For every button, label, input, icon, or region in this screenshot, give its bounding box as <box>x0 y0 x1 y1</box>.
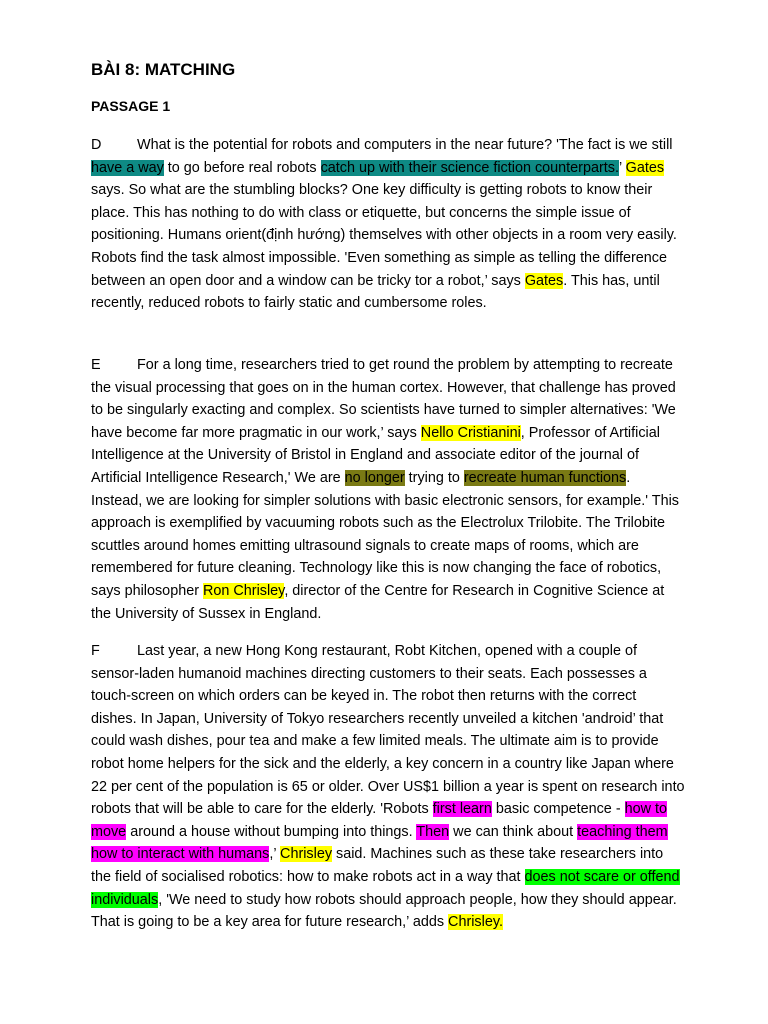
paragraph-f <box>91 640 685 934</box>
paragraph-letter: E <box>91 357 101 373</box>
highlighted-text-yellow: Chrisley <box>280 846 333 863</box>
paragraph-text: . This has, until recently, reduced robots to fairly static and cumbersome roles. <box>91 272 660 312</box>
paragraph-body <box>91 137 677 311</box>
highlighted-text-magenta: how to move <box>91 801 668 840</box>
paragraph-text: ,’ <box>269 846 281 863</box>
paragraph-body <box>91 643 685 930</box>
paragraph-d <box>91 134 685 315</box>
highlighted-text-yellow: Gates <box>625 159 665 176</box>
paragraph-text: . Instead, we are looking for simpler solutions with basic electronic sensors, for example.' This approach is exemplified by vacuuming robots such as the Electrolux Trilobite. The Trilobite scuttles around homes emitting ultrasound signals to create maps of rooms, which are remembered for future cleaning. Technology like this is now changing the face of robotics, says philosopher <box>91 469 679 599</box>
highlighted-text-yellow: Nello Cristianini <box>420 424 521 441</box>
paragraph-text: trying to <box>404 469 464 486</box>
paragraph-text: , 'We need to study how robots should approach people, how they should appear. That is going to be a key area for future research,’ adds <box>91 891 677 931</box>
paragraph-text: What is the potential for robots and computers in the near future? 'The fact is we still <box>137 137 673 153</box>
paragraph-text: basic competence - <box>491 801 625 818</box>
highlighted-text-magenta: first learn <box>432 801 492 818</box>
highlighted-text-teal: catch up with their science fiction counterparts. <box>320 159 619 176</box>
paragraph-text: says. So what are the stumbling blocks? One key difficulty is getting robots to know their place. This has nothing to do with class or etiquette, but concerns the simple issue of positioning. Humans orient(định hướng) themselves with other objects in a room very easily. Robots find the task almost impossible. 'Even something as simple as telling the difference between an open door and a window can be tricky tor a robot,’ says <box>91 182 677 289</box>
paragraph-text: Last year, a new Hong Kong restaurant, Robt Kitchen, opened with a couple of sensor-laden humanoid machines directing customers to their seats. Each possesses a touch-screen on which orders can be keyed in. The robot then returns with the correct dishes. In Japan, University of Tokyo researchers recently unveiled a kitchen 'android’ that could wash dishes, pour tea and make a few limited meals. The ultimate aim is to provide robot home helpers for the sick and the elderly, a key concern in a country like Japan where 22 per cent of the population is 65 or older. Over US$1 billion a year is spent on research into robots that will be able to care for the elderly. 'Robots <box>91 643 685 818</box>
paragraph-text: ’ <box>618 159 626 176</box>
paragraph-text: to go before real robots <box>163 159 321 176</box>
paragraph-text: For a long time, researchers tried to get round the problem by attempting to recreate the visual processing that goes on in the human cortex. However, that challenge has proved to be singularly exacting and complex. So scientists have turned to simpler alternatives: 'We have become far more pragmatic in our work,’ says <box>91 357 676 441</box>
paragraph-text: , Professor of Artificial Intelligence at the University of Bristol in England and associate editor of the journal of Artificial Intelligence Research,' We are <box>91 424 660 486</box>
paragraph-text: said. Machines such as these take researchers into the field of socialised robotics: how to make robots act in a way that <box>91 846 664 885</box>
highlighted-text-yellow: Gates <box>524 272 564 289</box>
highlighted-text-magenta: teaching them how to interact with humans <box>91 823 668 863</box>
highlighted-text-teal: have a way <box>91 159 164 176</box>
paragraph-text: around a house without bumping into things. <box>126 823 417 840</box>
paragraph-text: , director of the Centre for Research in Cognitive Science at the University of Sussex in England. <box>91 582 665 622</box>
highlighted-text-green: does not scare or offend individuals <box>91 868 680 908</box>
page-title: BÀI 8: MATCHING <box>91 60 236 79</box>
highlighted-text-magenta: Then <box>416 823 450 840</box>
highlighted-text-yellow: Chrisley. <box>448 914 503 931</box>
highlighted-text-olive: no longer <box>344 469 405 486</box>
paragraph-letter: D <box>91 137 102 153</box>
paragraph-body <box>91 357 679 622</box>
paragraph-e <box>91 354 685 625</box>
highlighted-text-olive: recreate human functions <box>463 469 627 486</box>
paragraph-text: we can think about <box>449 823 578 840</box>
highlighted-text-yellow: Ron Chrisley <box>203 582 285 599</box>
passage-title: PASSAGE 1 <box>91 98 171 114</box>
paragraph-letter: F <box>91 643 100 659</box>
